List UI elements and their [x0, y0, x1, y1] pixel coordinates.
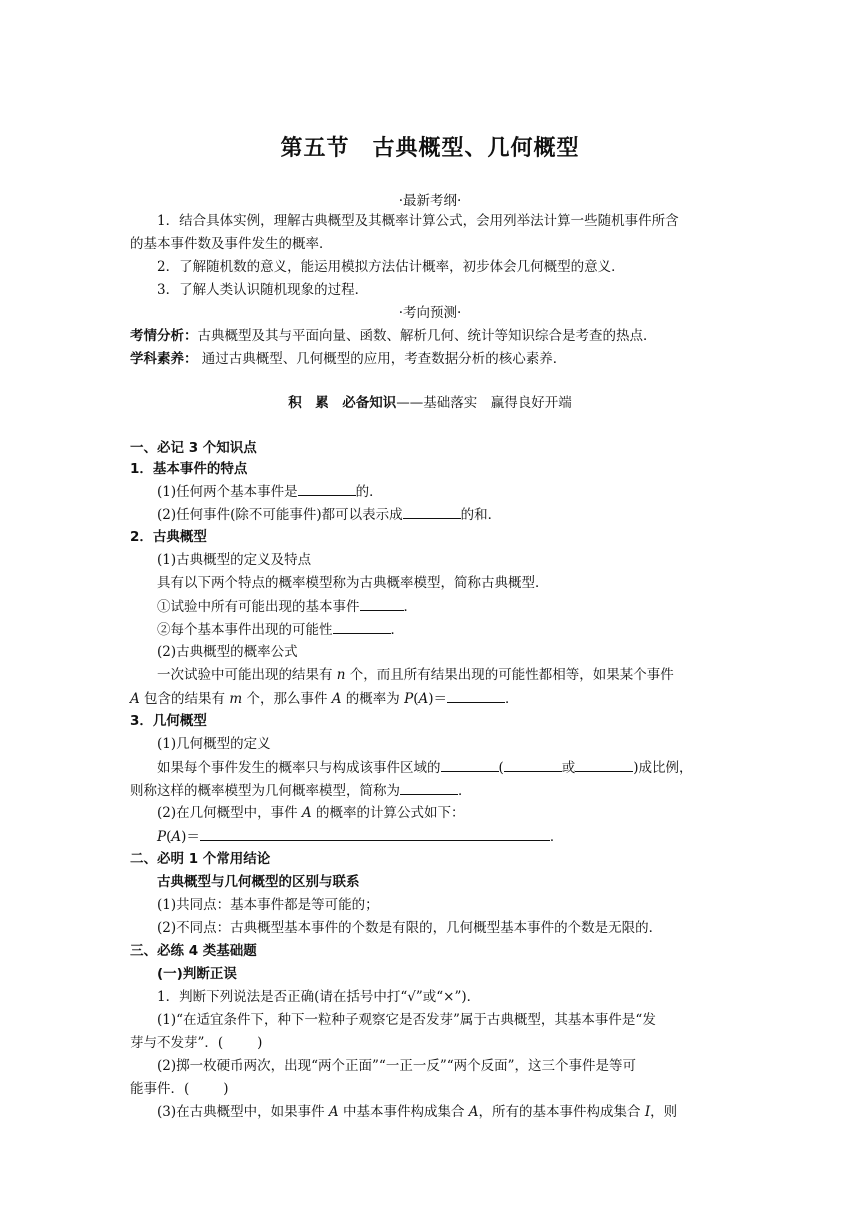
- q1-2: (2)掷一枚硬币两次，出现“两个正面”“一正一反”“两个反面”，这三个事件是等可: [157, 1058, 637, 1074]
- literacy-text: 通过古典概型、几何概型的应用，考查数据分析的核心素养．: [197, 351, 567, 367]
- text: 或: [561, 760, 576, 776]
- q1: 1．判断下列说法是否正确(请在括号中打“√”或“×”)．: [157, 989, 481, 1005]
- syllabus-heading: ·最新考纲·: [398, 193, 462, 209]
- p2-2: 具有以下两个特点的概率模型称为古典概率模型，简称古典概型．: [157, 575, 549, 591]
- text: (: [166, 829, 172, 845]
- text: (3)在古典概型中，如果事件: [157, 1104, 329, 1120]
- literacy-label: 学科素养：: [130, 351, 198, 367]
- text: 则称这样的概率模型为几何概率模型，简称为: [130, 783, 400, 799]
- text: 包含的结果有: [139, 691, 230, 707]
- sec1-heading: 一、必记 3 个知识点: [130, 440, 257, 456]
- text: (: [413, 691, 419, 707]
- text: 中基本事件构成集合: [338, 1104, 469, 1120]
- p2-6: [157, 665, 674, 685]
- var-n: n: [336, 667, 346, 683]
- text: 个，而且所有结果出现的可能性都相等，如果某个事件: [345, 667, 674, 683]
- var-P: P: [157, 829, 167, 845]
- text: 的和．: [460, 507, 502, 523]
- text: )＝: [181, 829, 200, 845]
- p2-title: 2．古典概型: [130, 529, 207, 545]
- answer-blank[interactable]: [575, 757, 633, 772]
- p2-4: [157, 619, 404, 640]
- var-A: A: [331, 691, 342, 707]
- section-banner: [0, 393, 860, 413]
- answer-blank[interactable]: [298, 481, 356, 496]
- text: ．: [549, 829, 564, 845]
- sec3-heading: 三、必练 4 类基础题: [130, 943, 257, 959]
- p3-5: [157, 826, 563, 847]
- text: 的概率的计算公式如下：: [311, 805, 465, 821]
- text: 如果每个事件发生的概率只与构成该事件区域的: [157, 760, 441, 776]
- text: 能事件．(: [130, 1081, 190, 1097]
- analysis-text: 古典概型及其与平面向量、函数、解析几何、统计等知识综合是考查的热点．: [197, 328, 657, 344]
- text: (2)任何事件(除不可能事件)都可以表示成: [157, 507, 403, 523]
- syllabus-item: 2．了解随机数的意义，能运用模拟方法估计概率，初步体会几何概型的意义．: [157, 259, 625, 275]
- text: ②每个基本事件出现的可能性: [157, 622, 333, 638]
- text: ): [223, 1081, 229, 1097]
- var-A: A: [328, 1104, 339, 1120]
- var-I: I: [644, 1104, 651, 1120]
- text: (1)任何两个基本事件是: [157, 484, 298, 500]
- answer-blank[interactable]: [441, 757, 499, 772]
- analysis-label: 考情分析：: [130, 328, 198, 344]
- answer-blank[interactable]: [400, 780, 458, 795]
- sec2-l1: (1)共同点：基本事件都是等可能的；: [157, 897, 379, 913]
- text: ，所有的基本事件构成集合: [478, 1104, 645, 1120]
- p1-a: [157, 481, 383, 502]
- answer-blank[interactable]: [333, 619, 391, 634]
- text: ．: [403, 599, 417, 615]
- forecast-analysis: [130, 326, 657, 346]
- var-A: A: [171, 829, 182, 845]
- p2-1: (1)古典概型的定义及特点: [157, 552, 312, 568]
- answer-blank[interactable]: [504, 757, 562, 772]
- p3-3: [130, 780, 472, 801]
- p1-b: [157, 504, 501, 525]
- var-A: A: [130, 691, 140, 707]
- sec3-sub: (一)判断正误: [157, 966, 237, 982]
- p2-5: (2)古典概型的概率公式: [157, 644, 298, 660]
- answer-blank[interactable]: [403, 504, 461, 519]
- answer-blank[interactable]: [447, 688, 505, 703]
- text: (2)在几何概型中，事件: [157, 805, 302, 821]
- text: 的概率为: [341, 691, 405, 707]
- var-A: A: [418, 691, 429, 707]
- sec2-title: 古典概型与几何概型的区别与联系: [157, 874, 360, 890]
- q1-1b: [130, 1033, 262, 1053]
- text: 的．: [355, 484, 383, 500]
- text: ．: [458, 783, 472, 799]
- p2-3: [157, 596, 417, 617]
- var-m: m: [229, 691, 243, 707]
- text: ，则: [650, 1104, 678, 1120]
- var-P: P: [404, 691, 414, 707]
- syllabus-item: 的基本事件数及事件发生的概率．: [130, 236, 333, 252]
- answer-blank[interactable]: [360, 596, 404, 611]
- text: ．: [390, 622, 404, 638]
- text: ): [257, 1035, 263, 1051]
- banner-right: ——基础落实 赢得良好开端: [396, 395, 572, 411]
- forecast-literacy: [130, 349, 566, 369]
- syllabus-item: 3．了解人类认识随机现象的过程．: [157, 282, 369, 298]
- page-title: 第五节 古典概型、几何概型: [280, 136, 580, 161]
- text: (: [498, 760, 504, 776]
- text: ．: [505, 691, 519, 707]
- p3-4: [157, 803, 464, 823]
- q1-3: [157, 1102, 677, 1122]
- text: 芽与不发芽”．(: [130, 1035, 224, 1051]
- p3-2: [157, 757, 693, 778]
- var-A: A: [301, 805, 312, 821]
- forecast-heading: ·考向预测·: [398, 305, 462, 321]
- text: )＝: [428, 691, 447, 707]
- text: ①试验中所有可能出现的基本事件: [157, 599, 360, 615]
- q1-1: (1)“在适宜条件下，种下一粒种子观察它是否发芽”属于古典概型，其基本事件是“发: [157, 1012, 656, 1028]
- p1-title: 1．基本事件的特点: [130, 461, 248, 477]
- p3-title: 3．几何概型: [130, 713, 207, 729]
- answer-blank[interactable]: [200, 826, 550, 841]
- p2-7: [130, 688, 519, 709]
- sec2-l2: (2)不同点：古典概型基本事件的个数是有限的，几何概型基本事件的个数是无限的．: [157, 920, 663, 936]
- p3-1: (1)几何概型的定义: [157, 736, 271, 752]
- banner-left: 积 累 必备知识: [288, 395, 397, 411]
- var-A: A: [468, 1104, 479, 1120]
- q1-2b: [130, 1079, 229, 1099]
- syllabus-item: 1．结合具体实例，理解古典概型及其概率计算公式，会用列举法计算一些随机事件所含: [157, 213, 679, 229]
- sec2-heading: 二、必明 1 个常用结论: [130, 851, 271, 867]
- text: )成比例，: [633, 760, 693, 776]
- text: 个，那么事件: [242, 691, 332, 707]
- text: 一次试验中可能出现的结果有: [157, 667, 337, 683]
